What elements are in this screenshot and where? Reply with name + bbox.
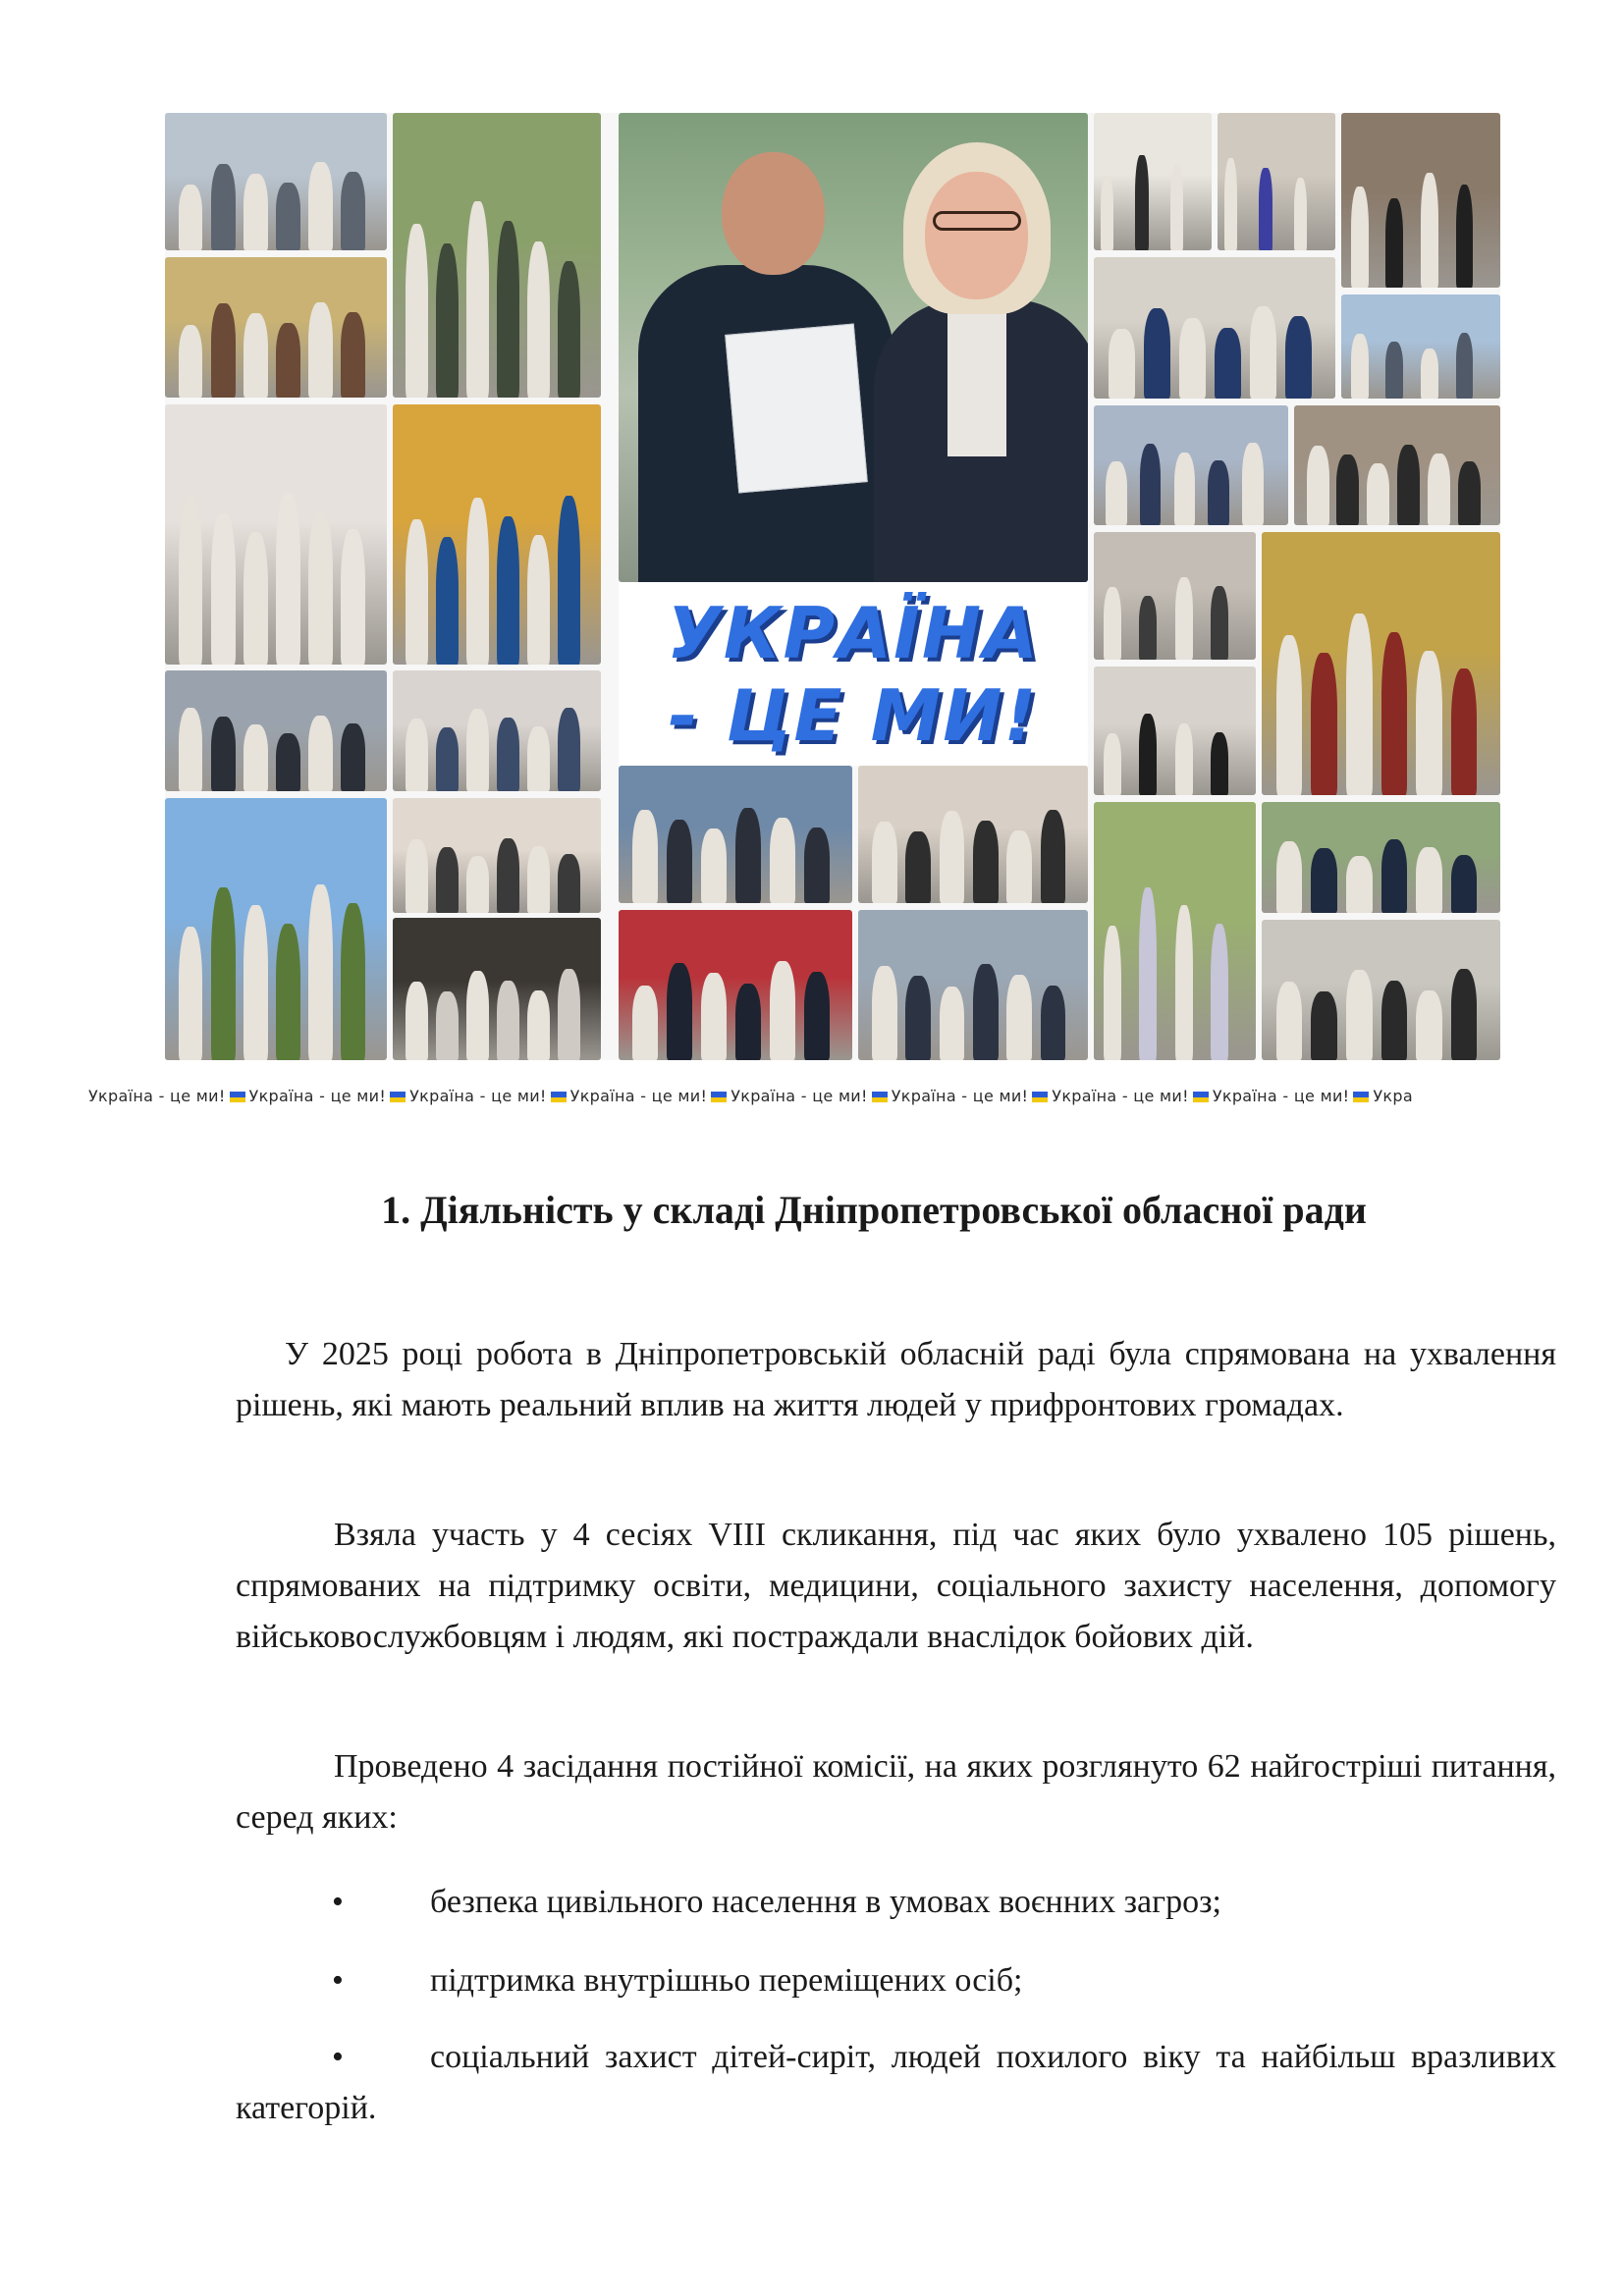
ukraine-flag-icon bbox=[551, 1092, 567, 1102]
ukraine-flag-icon bbox=[1032, 1092, 1048, 1102]
paragraph-3: Проведено 4 засідання постійної комісії, на яких розглянуто 62 найгостріші питання, серед яких: bbox=[236, 1748, 1556, 1836]
photo-collage bbox=[165, 113, 1500, 1060]
collage-photo bbox=[1094, 113, 1212, 250]
collage-photo bbox=[1094, 257, 1335, 399]
list-item-text: безпека цивільного населення в умовах воєнних загроз; bbox=[430, 1884, 1221, 1920]
collage-photo bbox=[1094, 667, 1256, 795]
ticker-text: Україна - це ми! bbox=[891, 1087, 1029, 1105]
collage-photo bbox=[393, 798, 601, 913]
collage-photo bbox=[1341, 294, 1500, 399]
paragraph-2: Взяла участь у 4 сесіях VIII скликання, під час яких було ухвалено 105 рішень, спрямованих на підтримку освіти, медицини, соціального захисту населення, допомогу військовослужбовцям і людям, які постраждали внаслідок бойових дій. bbox=[236, 1517, 1556, 1655]
collage-photo bbox=[1262, 802, 1500, 913]
ticker-strip bbox=[88, 1087, 1573, 1105]
collage-photo bbox=[165, 113, 387, 250]
ticker-text: Україна - це ми! bbox=[1212, 1087, 1350, 1105]
ukraine-flag-icon bbox=[390, 1092, 406, 1102]
collage-photo bbox=[1218, 113, 1335, 250]
collage-photo bbox=[393, 404, 601, 665]
collage-photo bbox=[1262, 920, 1500, 1060]
collage-photo bbox=[619, 910, 852, 1060]
collage-photo bbox=[165, 798, 387, 1060]
list-item bbox=[236, 1955, 1556, 2006]
banner-line-2: - ЦЕ МИ! bbox=[668, 673, 1039, 757]
ukraine-flag-icon bbox=[711, 1092, 727, 1102]
collage-photo bbox=[393, 918, 601, 1060]
ukraine-flag-icon bbox=[872, 1092, 888, 1102]
list-item bbox=[236, 2032, 1556, 2134]
collage-photo bbox=[858, 910, 1088, 1060]
collage-photo bbox=[1262, 532, 1500, 795]
collage-photo bbox=[858, 766, 1088, 903]
ukraine-flag-icon bbox=[1353, 1092, 1369, 1102]
banner-line-1: УКРАЇНА bbox=[667, 591, 1040, 674]
ticker-text: Україна - це ми! bbox=[409, 1087, 547, 1105]
ticker-text: Україна - це ми! bbox=[731, 1087, 868, 1105]
list-item-text: соціальний захист дітей-сиріт, людей похилого віку та найбільш вразливих категорій. bbox=[236, 2039, 1556, 2126]
ticker-text: Україна - це ми! bbox=[88, 1087, 226, 1105]
ukraine-flag-icon bbox=[230, 1092, 245, 1102]
center-photo bbox=[619, 113, 1088, 582]
section-heading: 1. Діяльність у складі Дніпропетровської обласної ради bbox=[381, 1188, 1367, 1232]
collage-photo bbox=[1094, 405, 1288, 525]
paragraph-1: У 2025 році робота в Дніпропетровській обласній раді була спрямована на ухвалення рішень, які мають реальний вплив на життя людей у прифронтових громадах. bbox=[236, 1336, 1556, 1423]
collage-photo bbox=[165, 257, 387, 398]
collage-photo bbox=[1294, 405, 1500, 525]
list-item bbox=[236, 1877, 1556, 1928]
collage-photo bbox=[1094, 802, 1256, 1060]
ukraine-flag-icon bbox=[1193, 1092, 1209, 1102]
collage-photo bbox=[1341, 113, 1500, 288]
ticker-text: Україна - це ми! bbox=[1052, 1087, 1189, 1105]
list-item-text: підтримка внутрішньо переміщених осіб; bbox=[430, 1962, 1023, 1999]
collage-photo bbox=[393, 113, 601, 398]
bullet-mark: • bbox=[332, 1962, 344, 1999]
bullet-mark: • bbox=[332, 2039, 344, 2075]
bullet-mark: • bbox=[332, 1884, 344, 1920]
collage-photo bbox=[619, 766, 852, 903]
collage-photo bbox=[165, 670, 387, 791]
collage-photo bbox=[1094, 532, 1256, 660]
photo-document bbox=[725, 324, 868, 494]
collage-photo bbox=[165, 404, 387, 665]
collage-banner bbox=[619, 582, 1088, 766]
ticker-text: Україна - це ми! bbox=[248, 1087, 387, 1105]
ticker-text: Україна - це ми! bbox=[569, 1087, 708, 1105]
ticker-text: Укра bbox=[1373, 1087, 1413, 1105]
collage-photo bbox=[393, 670, 601, 791]
photo-person-woman bbox=[864, 142, 1088, 582]
